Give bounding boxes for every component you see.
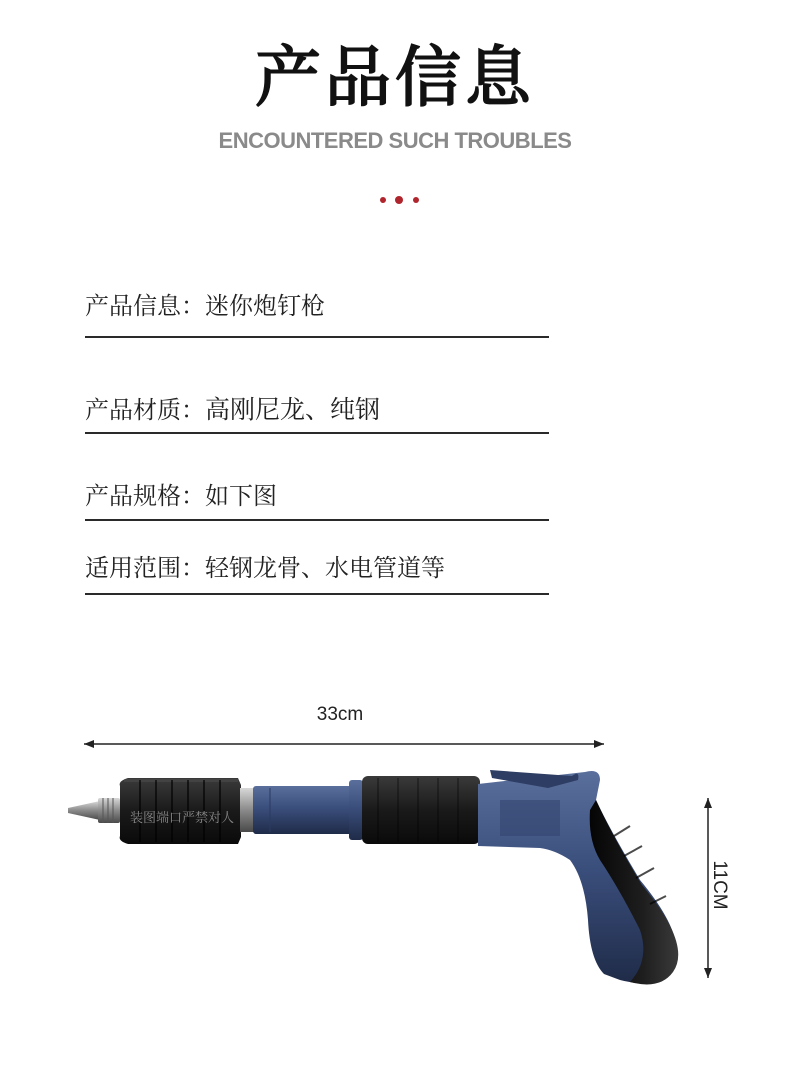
info-value: 轻钢龙骨、水电管道等: [205, 554, 445, 582]
knurled-nozzle: [120, 778, 254, 844]
nail-tip: [68, 798, 120, 823]
info-value: 高刚尼龙、纯钢: [205, 395, 381, 424]
info-label: 产品规格：: [85, 482, 205, 510]
page-title: 产品信息: [255, 39, 535, 116]
page-subtitle: ENCOUNTERED SUCH TROUBLES: [218, 128, 572, 153]
gun-barrel: [253, 776, 480, 844]
info-label: 适用范围：: [85, 554, 205, 582]
width-dimension-label: 33cm: [316, 704, 364, 725]
nozzle-engraving: 装图端口严禁对人: [129, 811, 235, 826]
gun-handle: [478, 770, 678, 984]
info-value: 迷你炮钉枪: [205, 292, 325, 320]
height-dimension-label: 11CM: [709, 860, 730, 910]
info-label: 产品材质：: [85, 396, 205, 424]
height-dimension-arrow: [704, 798, 712, 978]
width-dimension-arrow: [84, 740, 604, 748]
info-label: 产品信息：: [85, 292, 205, 320]
info-value: 如下图: [205, 482, 277, 510]
